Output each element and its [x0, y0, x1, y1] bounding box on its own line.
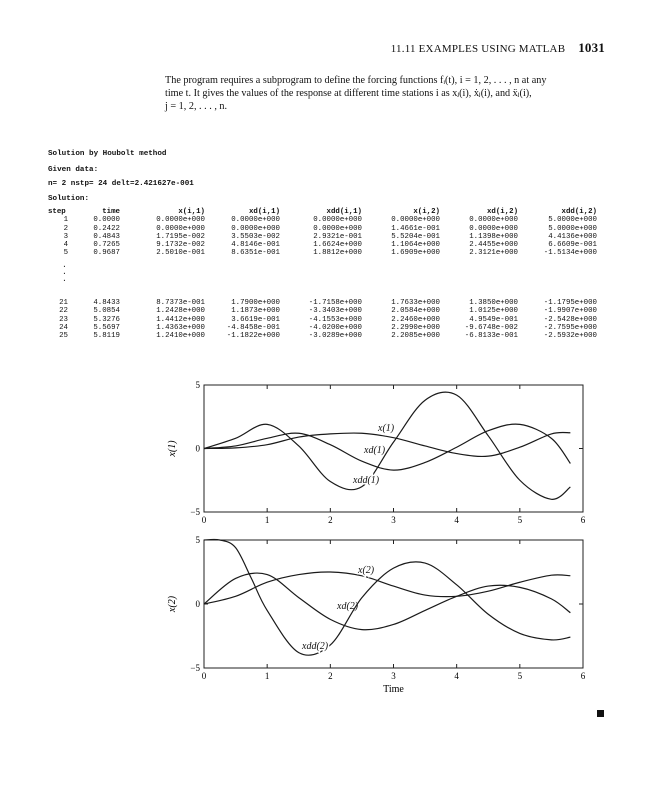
table-cell: 6.6609e-001: [548, 241, 597, 250]
table-cell: 2.0584e+000: [391, 307, 440, 316]
table-cell: -2.5428e+000: [543, 315, 597, 324]
table-cell: 24: [59, 323, 68, 332]
table-cell: 0.0000: [93, 216, 120, 225]
table-cell: 1.8812e+000: [313, 249, 362, 258]
page-number: 1031: [578, 40, 605, 55]
x-tick-label: 2: [328, 515, 333, 525]
paragraph-line: time t. It gives the values of the response at different time stations i as xⱼ(i), ẋⱼ(i), and ẍⱼ(i),: [165, 88, 532, 99]
x-tick-label: 6: [580, 515, 586, 525]
table-cell: -2.7595e+000: [543, 323, 597, 332]
x-tick-label: 6: [580, 671, 586, 681]
x-tick-label: 4: [454, 515, 459, 525]
paragraph-line: The program requires a subprogram to define the forcing functions fᵢ(t), i = 1, 2, . . . , n at any: [165, 75, 547, 86]
table-cell: 1.6624e+000: [313, 241, 362, 250]
y-tick-label: −5: [190, 507, 200, 517]
y-tick-label: −5: [190, 663, 200, 673]
table-cell: -1.1822e+000: [226, 332, 280, 341]
series-line-xdd2: [204, 539, 570, 655]
table-cell: 25: [59, 332, 68, 341]
table-cell: 5.5697: [93, 323, 120, 332]
table-cell: 9.1732e-002: [156, 241, 205, 250]
table-cell: 1.7633e+000: [391, 299, 440, 307]
table-cell: 0.9687: [93, 249, 120, 258]
table-cell: 8.7373e-001: [156, 299, 205, 307]
series-label: xdd(2): [302, 641, 329, 652]
y-axis-label: x(1): [167, 440, 178, 457]
y-axis-label: x(2): [167, 595, 178, 613]
series-label: xdd(1): [353, 475, 380, 486]
x-tick-label: 4: [454, 671, 459, 681]
y-tick-label: 5: [195, 535, 200, 545]
table-cell: 1.3850e+000: [469, 299, 518, 307]
series-label: xd(1): [364, 445, 386, 456]
y-tick-label: 0: [195, 599, 200, 609]
table-cell: 0.0000e+000: [391, 216, 440, 225]
column-header: xd(i,1): [248, 208, 280, 216]
table-cell: 0.0000e+000: [156, 216, 205, 225]
table-cell: 4.9549e-001: [469, 315, 518, 324]
table-cell: 1.2410e+000: [156, 332, 205, 341]
paragraph-line: j = 1, 2, . . . , n.: [165, 101, 228, 112]
output-title: Solution by Houbolt method: [48, 150, 167, 158]
table-cell: -1.5134e+000: [543, 249, 597, 258]
table-cell: 1.4412e+000: [156, 315, 205, 324]
x-tick-label: 3: [391, 515, 396, 525]
table-cell: 0.0000e+000: [231, 216, 280, 225]
table-cell: 1.4661e-001: [391, 224, 440, 233]
column-header: xdd(i,1): [326, 208, 362, 216]
table-cell: 4: [63, 241, 68, 250]
table-cell: -9.6748e-002: [464, 323, 518, 332]
table-cell: 5: [63, 249, 68, 258]
series-label: xd(2): [337, 601, 359, 612]
table-cell: 2.5010e-001: [156, 249, 205, 258]
column-header: xdd(i,2): [561, 208, 597, 216]
x-tick-label: 0: [201, 515, 207, 525]
x-tick-label: 1: [264, 671, 270, 681]
table-cell: 1.1398e+000: [469, 232, 518, 241]
table-cell: 8.6351e-001: [231, 249, 280, 258]
chart-1: [167, 380, 586, 525]
table-cell: 5.5204e-001: [391, 232, 440, 241]
table-cell: -3.0289e+000: [308, 332, 362, 341]
end-of-section-mark: [597, 710, 604, 717]
table-cell: -4.1553e+000: [308, 315, 362, 324]
table-cell: -1.9907e+000: [543, 307, 597, 316]
table-cell: 1.0125e+000: [469, 307, 518, 316]
table-cell: 1.6909e+000: [391, 249, 440, 258]
table-cell: -6.8133e-001: [464, 332, 518, 341]
table-cell: 5.0854: [93, 307, 120, 316]
table-cell: 5.8119: [93, 332, 120, 341]
ellipsis-dot: .: [62, 268, 67, 277]
series-label: x(1): [378, 423, 395, 434]
table-cell: 2.4455e+000: [469, 241, 518, 250]
plot-frame: [204, 385, 583, 512]
table-cell: 21: [59, 299, 68, 307]
chart-2: [167, 535, 586, 695]
output-params: n= 2 nstp= 24 delt=2.421627e-001: [48, 180, 194, 188]
output-given: Given data:: [48, 166, 99, 174]
table-cell: 5.3276: [93, 315, 120, 324]
table-cell: 22: [59, 307, 68, 316]
column-header: xd(i,2): [486, 208, 518, 216]
table-cell: 0.0000e+000: [313, 224, 362, 233]
table-cell: 23: [59, 315, 68, 324]
x-tick-label: 3: [391, 671, 396, 681]
column-header: step: [48, 208, 66, 216]
table-cell: 0.0000e+000: [469, 216, 518, 225]
table-cell: 0.4843: [93, 232, 120, 241]
table-cell: 2.2990e+000: [391, 323, 440, 332]
y-tick-label: 0: [195, 443, 200, 454]
table-cell: 3.5503e-002: [231, 232, 280, 241]
table-cell: 2.9321e-001: [313, 232, 362, 241]
table-cell: 0.0000e+000: [469, 224, 518, 233]
table-cell: 2.3121e+000: [469, 249, 518, 258]
table-cell: 1.4363e+000: [156, 323, 205, 332]
section-title: 11.11 EXAMPLES USING MATLAB: [390, 43, 566, 55]
table-cell: 0.2422: [93, 224, 120, 233]
table-cell: 4.8146e-001: [231, 241, 280, 250]
table-cell: -2.5932e+000: [543, 332, 597, 341]
table-cell: -1.1795e+000: [543, 299, 597, 307]
table-cell: 1.7900e+000: [231, 299, 280, 307]
table-cell: 3: [63, 232, 68, 241]
table-cell: 1.2428e+000: [156, 307, 205, 316]
table-cell: 1.1873e+000: [231, 307, 280, 316]
table-cell: -4.0200e+000: [308, 323, 362, 332]
x-tick-label: 5: [517, 515, 523, 525]
y-tick-label: 5: [195, 380, 200, 390]
table-cell: 0.0000e+000: [156, 224, 205, 233]
x-tick-label: 0: [201, 671, 207, 681]
series-line-xd2: [204, 573, 570, 630]
column-header: x(i,1): [178, 208, 205, 216]
x-tick-label: 5: [517, 671, 523, 681]
column-header: x(i,2): [413, 208, 440, 216]
table-cell: 3.6619e-001: [231, 315, 280, 324]
plot-frame: [204, 540, 583, 668]
table-cell: 0.0000e+000: [231, 224, 280, 233]
table-cell: 4.4136e+000: [548, 232, 597, 241]
output-solution: Solution:: [48, 195, 90, 203]
table-cell: 2.2460e+000: [391, 315, 440, 324]
column-header: time: [102, 208, 120, 216]
table-cell: 5.0000e+000: [548, 224, 597, 233]
series-line-x2: [204, 572, 570, 604]
x-tick-label: 1: [264, 515, 270, 525]
series-label: x(2): [358, 565, 375, 576]
table-cell: 1.1064e+000: [391, 241, 440, 250]
table-cell: 2.2085e+000: [391, 332, 440, 341]
x-axis-label: Time: [383, 684, 404, 695]
table-cell: 4.8433: [93, 299, 120, 307]
table-cell: 1: [63, 216, 68, 225]
table-cell: -1.7158e+000: [308, 299, 362, 307]
table-cell: 1.7195e-002: [156, 232, 205, 241]
ellipsis-dot: .: [62, 275, 67, 284]
table-cell: 0.7265: [93, 241, 120, 250]
table-cell: 0.0000e+000: [313, 216, 362, 225]
table-cell: -3.3403e+000: [308, 307, 362, 316]
table-cell: 2: [63, 224, 68, 233]
table-cell: -4.8458e-001: [226, 323, 280, 332]
x-tick-label: 2: [328, 671, 333, 681]
table-cell: 5.0000e+000: [548, 216, 597, 225]
ellipsis-dot: .: [62, 261, 67, 270]
